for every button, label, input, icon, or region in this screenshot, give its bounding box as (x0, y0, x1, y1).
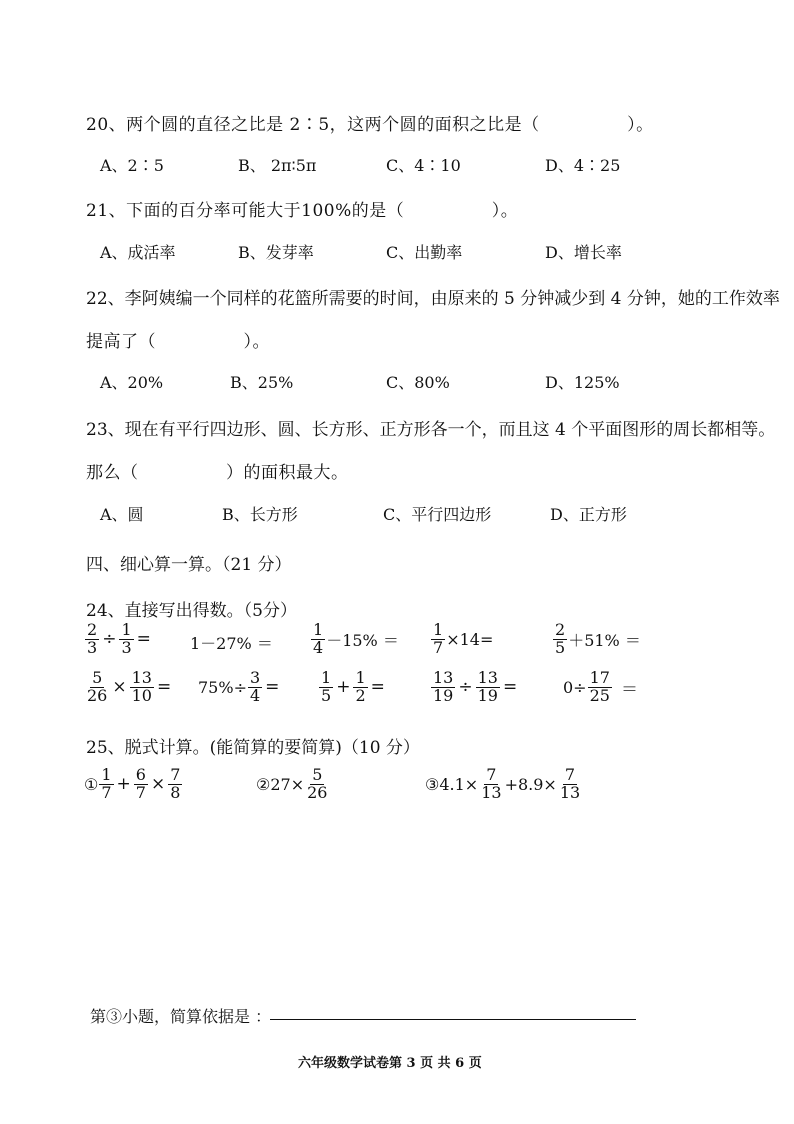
section-4-title: 四、细心算一算。（21 分） (86, 555, 292, 575)
fraction: $\frac{13}{19}$ (433, 668, 454, 705)
question-22-text-line1: 22、李阿姨编一个同样的花篮所需要的时间，由原来的 5 分钟减少到 4 分钟，她的工作效率 (86, 289, 780, 309)
q24-r1-expr4: $\frac{1}{7}$ ×14= (433, 620, 494, 657)
q24-r2-expr4: $\frac{13}{19}$ ÷ $\frac{13}{19}$ = (433, 668, 518, 705)
fraction: $\frac{13}{10}$ (131, 668, 152, 705)
q25-problem-2: ② 27× $\frac{5}{26}$ (256, 765, 328, 802)
fraction: $\frac{13}{19}$ (477, 668, 498, 705)
fraction: $\frac{17}{25}$ (589, 668, 610, 705)
q24-r1-expr1: $\frac{2}{3}$ ÷ $\frac{1}{3}$ = (87, 620, 151, 657)
question-25-title: 25、脱式计算。(能简算的要简算)（10 分） (86, 738, 420, 758)
fraction: $\frac{7}{13}$ (481, 765, 502, 802)
q21-option-c: C、出勤率 (386, 243, 463, 262)
fraction: $\frac{6}{7}$ (135, 765, 146, 802)
q24-r2-expr2: 75%÷ $\frac{3}{4}$ = (198, 668, 280, 705)
q24-r2-expr5: 0÷ $\frac{17}{25}$ ＝ (563, 668, 638, 705)
q21-option-a: A、成活率 (100, 243, 176, 262)
q20-option-a: A、2∶5 (100, 156, 164, 175)
fraction: $\frac{1}{5}$ (321, 668, 332, 705)
q20-option-b: B、 2π∶5π (238, 156, 317, 175)
q24-r1-expr3: $\frac{1}{4}$ －15% ＝ (313, 620, 399, 657)
page-footer: 六年级数学试卷第 3 页 共 6 页 (298, 1056, 482, 1071)
q22-option-a: A、20% (100, 373, 164, 392)
fraction: $\frac{1}{7}$ (433, 620, 444, 657)
question-20-text: 20、两个圆的直径之比是 2∶5，这两个圆的面积之比是（ ）。 (86, 115, 654, 135)
question-21-text: 21、下面的百分率可能大于100%的是（ ）。 (86, 201, 519, 221)
q20-option-d: D、4∶25 (545, 156, 621, 175)
simplification-basis-label: 第③小题，简算依据是 ： (90, 1007, 272, 1026)
q25-problem-3: ③ 4.1× $\frac{7}{13}$ +8.9× $\frac{7}{13}$ (425, 765, 581, 802)
question-23-text-line2: 那么（ ）的面积最大。 (86, 463, 349, 483)
fraction: $\frac{7}{8}$ (170, 765, 181, 802)
q23-option-d: D、正方形 (550, 505, 627, 524)
question-23-text-line1: 23、现在有平行四边形、圆、长方形、正方形各一个，而且这 4 个平面图形的周长都相等。 (86, 420, 776, 440)
fraction: $\frac{2}{3}$ (87, 620, 98, 657)
fraction: $\frac{1}{3}$ (121, 620, 132, 657)
q23-option-a: A、圆 (100, 505, 144, 524)
answer-blank-line[interactable] (270, 1019, 636, 1020)
fraction: $\frac{3}{4}$ (249, 668, 261, 705)
fraction: $\frac{1}{4}$ (313, 620, 324, 657)
q24-r2-expr3: $\frac{1}{5}$ + $\frac{1}{2}$ = (321, 668, 385, 705)
q24-r2-expr1: $\frac{5}{26}$ × $\frac{13}{10}$ = (87, 668, 172, 705)
q23-option-b: B、长方形 (222, 505, 298, 524)
fraction: $\frac{1}{7}$ (101, 765, 112, 802)
q22-option-b: B、25% (230, 373, 294, 392)
fraction: $\frac{5}{26}$ (307, 765, 328, 802)
fraction: $\frac{2}{5}$ (555, 620, 566, 657)
question-22-text-line2: 提高了（ ）。 (86, 332, 270, 352)
question-24-title: 24、直接写出得数。（5分） (86, 601, 297, 621)
q22-option-d: D、125% (545, 373, 620, 392)
q21-option-b: B、发芽率 (238, 243, 314, 262)
q20-option-c: C、4∶10 (386, 156, 461, 175)
q24-r1-expr5: $\frac{2}{5}$ ＋51% ＝ (555, 620, 641, 657)
q25-problem-1: ① $\frac{1}{7}$ + $\frac{6}{7}$ × $\frac{7}{8}$ (84, 765, 181, 802)
fraction: $\frac{5}{26}$ (87, 668, 108, 705)
q24-r1-expr2: 1－27% ＝ (190, 634, 273, 653)
q21-option-d: D、增长率 (545, 243, 622, 262)
q23-option-c: C、平行四边形 (383, 505, 492, 524)
fraction: $\frac{1}{2}$ (355, 668, 366, 705)
fraction: $\frac{7}{13}$ (559, 765, 581, 802)
q22-option-c: C、80% (386, 373, 450, 392)
